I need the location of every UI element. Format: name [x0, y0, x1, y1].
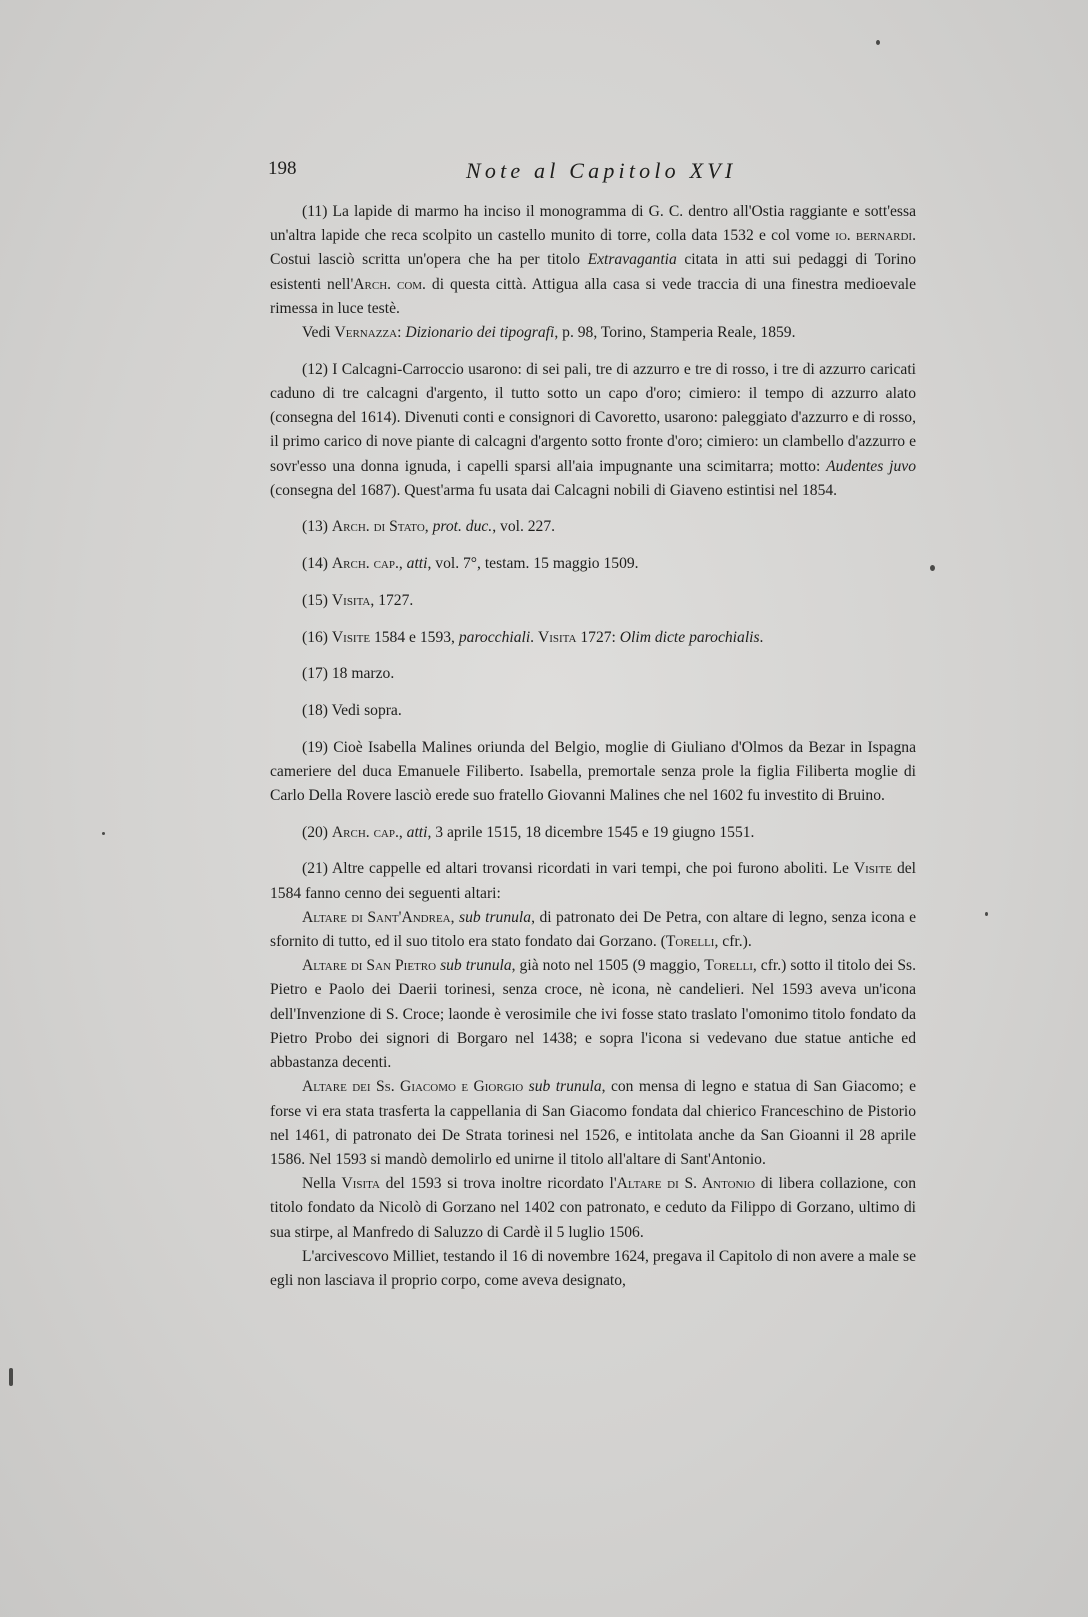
note-15: (15) Visita, 1727. — [302, 591, 414, 609]
page-number: 198 — [268, 158, 297, 179]
note-21-altar-giacomo-giorgio: Altare dei Ss. Giacomo e Giorgio sub trunula, con mensa di legno e statua di San Giacomo; e forse vi era stata trasferta la cappellania di San Giacomo fondata dal chierico Franceschino de Pistorio nel 1461, di patronato dei De Strata torinesi nel 1526, e intitolata anche da San Gioanni il 28 aprile 1586. Nel 1593 si mandò demolirlo ed unirne il titolo all'altare di Sant'Antonio. — [270, 1078, 917, 1168]
note-13: (13) Arch. di Stato, prot. duc., vol. 227. — [302, 518, 556, 536]
note-12: (12) I Calcagni-Carroccio usarono: di sei pali, tre di azzurro e tre di rosso, i tre di azzurro caricati caduno di tre calcagni d'argento, il tutto sotto un capo d'oro; cimiero: il tempo di azzurro alato (consegna del 1614). Divenuti conti e consignori di Cavoretto, usarono: paleggiato d'azzurro e di rosso, il primo carico di nove piante di calcagni d'argento sotto fronte d'oro; cimiero: un clambello d'azzurro e sovr'esso una donna ignuda, i capelli sparsi all'aia impugnante una scimitarra; motto: Audentes juvo (consegna del 1687). Quest'arma fu usata dai Calcagni nobili di Giaveno estintisi nel 1854. — [270, 360, 917, 499]
scan-speck — [930, 565, 935, 571]
page-header — [268, 158, 918, 188]
note-16: (16) Visite 1584 e 1593, parocchiali. Visita 1727: Olim dicte parochialis. — [302, 628, 764, 646]
note-21: (21) Altre cappelle ed altari trovansi ricordati in vari tempi, che poi furono aboliti. Le Visite del 1584 fanno cenno dei seguenti altari: — [270, 860, 917, 902]
note-14: (14) Arch. cap., atti, vol. 7°, testam. 15 maggio 1509. — [302, 555, 639, 573]
note-18: (18) Vedi sopra. — [302, 701, 402, 719]
note-21-altar-san-pietro: Altare di San Pietro sub trunula, già noto nel 1505 (9 maggio, Torelli, cfr.) sotto il titolo dei Ss. Pietro e Paolo dei Daerii torinesi, senza croce, nè icona, nè candelieri. Nel 1593 aveva un'icona dell'Invenzione di S. Croce; laonde è verosimile che ivi fosse stato traslato l'omonimo titolo fondato da Pietro Probo dei signori di Borgaro nel 1438; e sopra l'icona si vedevano due statue antiche ed abbastanza decenti. — [270, 957, 916, 1072]
note-17: (17) 18 marzo. — [302, 665, 395, 683]
note-21-altar-sant-andrea: Altare di Sant'Andrea, sub trunula, di patronato dei De Petra, con altare di legno, senza icona e sfornito di tutto, ed il suo titolo era stato fondato dai Gorzano. (Torelli, cfr.). — [270, 908, 917, 951]
note-11-reference: Vedi Vernazza: Dizionario dei tipografi, p. 98, Torino, Stamperia Reale, 1859. — [302, 324, 796, 342]
scan-speck — [985, 912, 988, 916]
note-19: (19) Cioè Isabella Malines oriunda del Belgio, moglie di Giuliano d'Olmos da Bezar in Ispagna cameriere del duca Emanuele Filiberto. Isabella, premortale senza prole la figlia Filiberta moglie di Carlo Della Rovere lasciò erede suo fratello Giovanni Malines che nel 1602 fu investito di Bruino. — [270, 738, 916, 805]
note-21-altar-s-antonio: Nella Visita del 1593 si trova inoltre ricordato l'Altare di S. Antonio di libera collazione, con titolo fondato da Nicolò di Gorzano nel 1402 con patronato, e ceduto da Filippo di Gorzano, ultimo di sua stirpe, al Manfredo di Saluzzo di Cardè il 5 luglio 1506. — [270, 1175, 916, 1241]
note-11: (11) La lapide di marmo ha inciso il monogramma di G. C. dentro all'Ostia raggiante e sott'essa un'altra lapide che reca scolpito un castello munito di torre, colla data 1532 e col vome io. bernardi. Costui lasciò scritta un'opera che ha per titolo Extravagantia citata in atti sui pedaggi di Torino esistenti nell'Arch. com. di questa città. Attigua alla casa si vede traccia di una finestra medioevale rimessa in luce testè. — [270, 203, 917, 317]
note-20: (20) Arch. cap., atti, 3 aprile 1515, 18 dicembre 1545 e 19 giugno 1551. — [302, 823, 755, 841]
notes-body — [270, 200, 916, 1293]
running-title: Note al Capitolo XVI — [466, 158, 737, 183]
scan-speck — [9, 1368, 13, 1386]
note-21-milliet: L'arcivescovo Milliet, testando il 16 di novembre 1624, pregava il Capitolo di non avere a male se egli non lasciava il proprio corpo, come aveva designato, — [270, 1247, 916, 1289]
scan-speck — [876, 40, 880, 45]
scan-speck — [102, 832, 105, 835]
